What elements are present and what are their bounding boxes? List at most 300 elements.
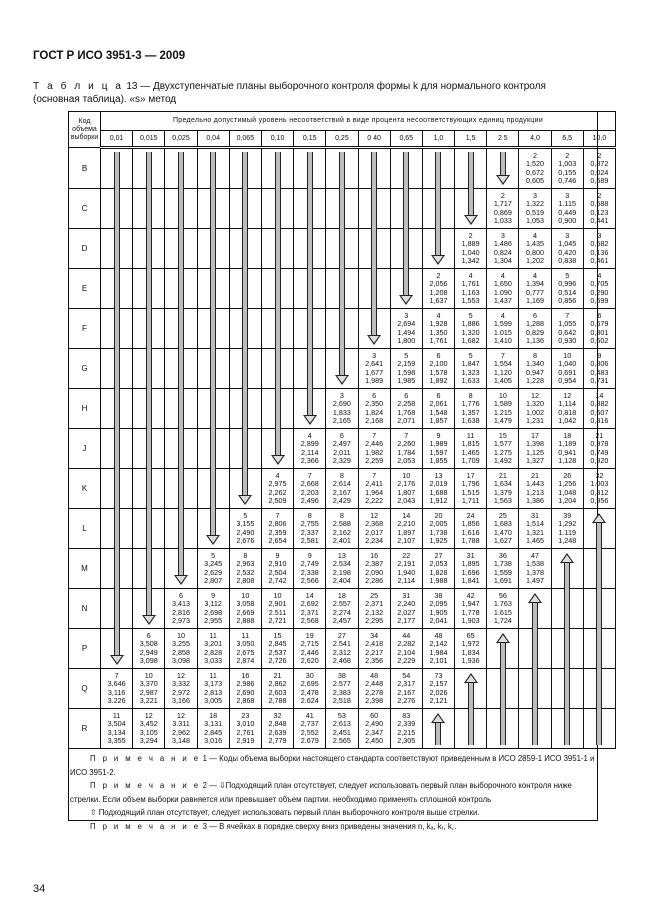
plan-cell: 11 3,050 2,675 2,874 [229, 629, 261, 669]
plan-cell: 21 1,443 1,213 1,386 [519, 469, 551, 509]
empty-cell [133, 148, 165, 189]
notes-block [70, 752, 596, 833]
plan-cell: 2 1,520 0,672 0,605 [519, 148, 551, 189]
empty-cell [197, 148, 229, 189]
note-3 [70, 820, 596, 834]
plan-cell: 7 2,260 1,784 2,053 [390, 429, 422, 469]
empty-cell [358, 189, 390, 229]
empty-cell [197, 229, 229, 269]
sample-size-code: Q [69, 669, 101, 709]
empty-cell [390, 269, 422, 309]
empty-cell [422, 709, 454, 749]
empty-cell [101, 269, 133, 309]
empty-cell [229, 429, 261, 469]
plan-cell: 41 2,737 2,552 2.679 [294, 709, 326, 749]
plan-cell: 3 2,694 1,494 1,800 [390, 309, 422, 349]
plan-cell: 11 3,504 3,134 3,355 [101, 709, 133, 749]
empty-cell [101, 389, 133, 429]
table-row [69, 269, 616, 309]
plan-cell: 21 0,978 0,749 0,920 [583, 429, 615, 469]
plan-cell: 48 2,448 2,278 2,398 [358, 669, 390, 709]
empty-cell [197, 509, 229, 549]
empty-cell [197, 189, 229, 229]
empty-cell [261, 189, 293, 229]
plan-cell: 10 3,370 2,987 3,221 [133, 669, 165, 709]
empty-cell [229, 148, 261, 189]
aql-header-row [69, 130, 616, 148]
empty-cell [101, 629, 133, 669]
plan-cell: 7 2,806 2,359 2,654 [261, 509, 293, 549]
plan-cell: 21 1,634 1,379 1,563 [487, 469, 519, 509]
plan-cell: 8 2,963 2,532 2,808 [229, 549, 261, 589]
empty-cell [197, 429, 229, 469]
plan-cell: 11 3,201 2,828 3,033 [197, 629, 229, 669]
plan-cell: 4 1,599 1.015 1,410 [487, 309, 519, 349]
plan-cell: 12 3,452 3,105 3,294 [133, 709, 165, 749]
empty-cell [326, 148, 358, 189]
sample-size-code: J [69, 429, 101, 469]
note-1-text: 1 — Коды объема выборки настоящего стандарта соответствуют приведенным в ИСО 2859-1 ИСО 3951-1 и ИСО 3951-2. [70, 754, 595, 777]
empty-cell [261, 389, 293, 429]
aql-header: 1,5 [455, 130, 487, 148]
sampling-plan-table [68, 111, 616, 749]
empty-cell [519, 709, 551, 749]
empty-cell [165, 509, 197, 549]
empty-cell [197, 349, 229, 389]
plan-cell: 6 1,288 0,829 1,136 [519, 309, 551, 349]
aql-span-header: Предельно допустимый уровень несоответствий в виде процента несоответствующих единиц продукции [101, 112, 616, 131]
empty-cell [455, 189, 487, 229]
plan-cell: 9 2,749 2,338 2,566 [294, 549, 326, 589]
empty-cell [101, 189, 133, 229]
empty-cell [133, 429, 165, 469]
plan-cell: 6 2,258 1,768 2,071 [390, 389, 422, 429]
table-row [69, 349, 616, 389]
empty-cell [101, 509, 133, 549]
plan-cell: 3 1,322 0,519 1,053 [519, 189, 551, 229]
empty-cell [487, 709, 519, 749]
plan-cell: 5 3,245 2,629 2,807 [197, 549, 229, 589]
plan-cell: 20 2,005 1,738 1,925 [422, 509, 454, 549]
aql-header: 0,25 [326, 130, 358, 148]
plan-cell: 7 2,668 2,203 2,496 [294, 469, 326, 509]
plan-cell: 56 1.763 1.615 1,724 [487, 589, 519, 629]
plan-cell: 9 3,112 2,698 2,955 [197, 589, 229, 629]
empty-cell [358, 148, 390, 189]
empty-cell [197, 309, 229, 349]
plan-cell: 7 2,411 1,964 2,222 [358, 469, 390, 509]
plan-cell: 2 1,003 0,155 0,746 [551, 148, 583, 189]
empty-cell [165, 189, 197, 229]
plan-cell: 10 3,058 2,669 2,888 [229, 589, 261, 629]
note-2-text: 2 — ⇩Подходящий план отсутствует, следует использовать первый план выборочного контроля ниже стрелки. Если объем выборки равняется или превышает объем партии. необходимо применять сплошной контроль [70, 781, 572, 804]
empty-cell [133, 589, 165, 629]
empty-cell [261, 148, 293, 189]
plan-cell: 6 3,413 2,816 2,973 [165, 589, 197, 629]
note-3-text: 3 — В ячейках в порядке сверху вниз приведены значения n, kₐ, kᵣ, k꜀. [200, 821, 457, 831]
plan-cell: 27 2,053 1,828 1,988 [422, 549, 454, 589]
empty-cell [133, 469, 165, 509]
caption-prefix: Т а б л и ц а [33, 81, 124, 92]
note-label: П р и м е ч а н и е [90, 754, 201, 763]
plan-cell: 14 2,210 1,897 2,107 [390, 509, 422, 549]
empty-cell [229, 309, 261, 349]
empty-cell [229, 349, 261, 389]
plan-cell: 4 2,899 2,114 2,366 [294, 429, 326, 469]
aql-header: 0,04 [197, 130, 229, 148]
empty-cell [133, 309, 165, 349]
plan-cell: 53 2,613 2,451 2.565 [326, 709, 358, 749]
plan-cell: 25 2,371 2,132 2,295 [358, 589, 390, 629]
plan-cell: 10 3,255 2,858 3,098 [165, 629, 197, 669]
empty-cell [133, 229, 165, 269]
plan-cell: 60 2,490 2,347 2,450 [358, 709, 390, 749]
empty-cell [583, 629, 615, 669]
empty-cell [294, 389, 326, 429]
plan-cell: 18 2.557 2,274 2,457 [326, 589, 358, 629]
plan-cell: 4 2,975 2,262 2,509 [261, 469, 293, 509]
empty-cell [101, 589, 133, 629]
empty-cell [487, 669, 519, 709]
table-row [69, 229, 616, 269]
empty-cell [165, 229, 197, 269]
empty-cell [583, 549, 615, 589]
empty-cell [101, 549, 133, 589]
plan-cell: 34 2,418 2,217 2,356 [358, 629, 390, 669]
plan-cell: 10 1,040 0,691 0,954 [551, 349, 583, 389]
plan-cell: 83 2,339 2,215 2,305 [390, 709, 422, 749]
table-row [69, 389, 616, 429]
aql-header: 0,65 [390, 130, 422, 148]
empty-cell [261, 429, 293, 469]
plan-cell: 10 2,901 2.511 2,721 [261, 589, 293, 629]
plan-cell: 12 1,114 0,818 1,042 [551, 389, 583, 429]
plan-cell: 27 2.541 2,312 2,468 [326, 629, 358, 669]
table-row [69, 549, 616, 589]
empty-cell [261, 309, 293, 349]
document-title: ГОСТ Р ИСО 3951-3 — 2009 [33, 50, 186, 62]
empty-cell [551, 709, 583, 749]
note-label: П р и м е ч а н и е [90, 781, 201, 790]
empty-cell [326, 189, 358, 229]
empty-cell [487, 148, 519, 189]
plan-cell: 12 3,332 2,972 3,166 [165, 669, 197, 709]
empty-cell [165, 469, 197, 509]
table-row [69, 429, 616, 469]
table-row [69, 309, 616, 349]
plan-cell: 6 3,508 2,949 3,098 [133, 629, 165, 669]
empty-cell [165, 148, 197, 189]
plan-cell: 15 1,577 1.275 1,492 [487, 429, 519, 469]
plan-cell: 73 2,157 2,026 2,121 [422, 669, 454, 709]
plan-cell: 8 2,755 2,337 2,581 [294, 509, 326, 549]
aql-header: 0,10 [261, 130, 293, 148]
empty-cell [294, 229, 326, 269]
plan-cell: 31 2,240 2,027 2,177 [390, 589, 422, 629]
plan-cell: 4 1,928 1,350 1,761 [422, 309, 454, 349]
sample-size-code: E [69, 269, 101, 309]
aql-header: 0,065 [229, 130, 261, 148]
empty-cell [165, 549, 197, 589]
plan-cell: 31 1,895 1,696 1,841 [455, 549, 487, 589]
plan-cell: 6 2,100 1,578 1,892 [422, 349, 454, 389]
plan-cell: 12 1,320 1,002 1,231 [519, 389, 551, 429]
plan-cell: 8 2,614 2,167 2,429 [326, 469, 358, 509]
empty-cell [133, 549, 165, 589]
sample-size-code: H [69, 389, 101, 429]
empty-cell [519, 669, 551, 709]
plan-cell: 11 3,173 2,813 3,005 [197, 669, 229, 709]
plan-cell: 39 1,292 1.119 1,248 [551, 509, 583, 549]
empty-cell [197, 269, 229, 309]
empty-cell [326, 269, 358, 309]
caption-text: 13 — Двухступенчатые планы выборочного контроля формы k для нормального контроля (основная таблица). «s» метод [33, 81, 546, 105]
empty-cell [455, 148, 487, 189]
plan-cell: 13 2.534 2,198 2,404 [326, 549, 358, 589]
plan-cell: 3 1.115 0,449 0,900 [551, 189, 583, 229]
sample-size-code: F [69, 309, 101, 349]
page-number: 34 [33, 883, 46, 895]
sample-size-code: M [69, 549, 101, 589]
plan-cell: 47 1,538 1,378 1,497 [519, 549, 551, 589]
empty-cell [101, 469, 133, 509]
plan-cell: 9 0,806 0,483 0,731 [583, 349, 615, 389]
plan-cell: 32 2,848 2,639 2,779 [261, 709, 293, 749]
empty-cell [294, 309, 326, 349]
plan-cell: 9 1,989 1,597 1,855 [422, 429, 454, 469]
empty-cell [261, 269, 293, 309]
table-row [69, 629, 616, 669]
empty-cell [294, 189, 326, 229]
aql-header: 0,01 [101, 130, 133, 148]
plan-cell: 10 2,176 1,807 2,043 [390, 469, 422, 509]
plan-cell: 30 2,695 2,478 2.624 [294, 669, 326, 709]
empty-cell [455, 669, 487, 709]
empty-cell [133, 389, 165, 429]
empty-cell [101, 349, 133, 389]
empty-cell [197, 469, 229, 509]
empty-cell [519, 629, 551, 669]
plan-cell: 23 3,010 2,761 2,919 [229, 709, 261, 749]
empty-cell [422, 189, 454, 229]
plan-cell: 6 2,350 1,824 2,168 [358, 389, 390, 429]
sample-size-code: B [69, 148, 101, 189]
aql-header: 2 5 [487, 130, 519, 148]
plan-cell: 4 1,650 1.090 1,437 [487, 269, 519, 309]
sample-size-code: K [69, 469, 101, 509]
plan-cell: 32 1.003 0,812 0,956 [583, 469, 615, 509]
note-2 [70, 779, 596, 806]
plan-cell: 13 2,019 1,688 1,912 [422, 469, 454, 509]
plan-cell: 5 3,155 2,490 2,676 [229, 509, 261, 549]
plan-cell: 3 2,690 1,833 2,165 [326, 389, 358, 429]
empty-cell [294, 148, 326, 189]
empty-cell [551, 589, 583, 629]
plan-cell: 31 1,514 1,321 1,465 [519, 509, 551, 549]
note-1 [70, 752, 596, 779]
empty-cell [422, 148, 454, 189]
plan-cell: 38 2,095 1,905 2,041 [422, 589, 454, 629]
table-row [69, 148, 616, 189]
plan-cell: 65 1,972 1,834 1,936 [455, 629, 487, 669]
plan-cell: 17 1,398 1,125 1,327 [519, 429, 551, 469]
plan-cell: 2 0,872 0,024 0,589 [583, 148, 615, 189]
code-column-header: Код объема выборки [69, 112, 101, 148]
empty-cell [229, 389, 261, 429]
empty-cell [551, 629, 583, 669]
empty-cell [583, 509, 615, 549]
table-row [69, 509, 616, 549]
aql-header: 1,0 [422, 130, 454, 148]
table-row [69, 709, 616, 749]
plan-cell: 12 2,368 2,017 2,234 [358, 509, 390, 549]
plan-cell: 9 2,910 2,504 2,742 [261, 549, 293, 589]
plan-cell: 4 1,435 0,800 1,202 [519, 229, 551, 269]
empty-cell [294, 269, 326, 309]
plan-cell: 3 1.486 0,824 1,304 [487, 229, 519, 269]
plan-cell: 5 2,159 1,598 1,985 [390, 349, 422, 389]
empty-cell [294, 349, 326, 389]
empty-cell [229, 269, 261, 309]
plan-cell: 4 1,761 1,163 1,553 [455, 269, 487, 309]
aql-header: 0 40 [358, 130, 390, 148]
table-row [69, 589, 616, 629]
empty-cell [390, 229, 422, 269]
plan-cell: 7 3,646 3,116 3.226 [101, 669, 133, 709]
plan-cell: 19 2,715 2,446 2,620 [294, 629, 326, 669]
plan-cell: 7 2,446 1,982 2,259 [358, 429, 390, 469]
empty-cell [358, 309, 390, 349]
plan-cell: 16 2,986 2,690 2,868 [229, 669, 261, 709]
plan-cell: 21 2,862 2,603 2,788 [261, 669, 293, 709]
empty-cell [165, 429, 197, 469]
aql-header: 0,015 [133, 130, 165, 148]
plan-cell: 3 2,641 1,677 1,989 [358, 349, 390, 389]
sample-size-code: L [69, 509, 101, 549]
empty-cell [390, 189, 422, 229]
aql-header: 4,0 [519, 130, 551, 148]
empty-cell [133, 509, 165, 549]
sample-size-code: N [69, 589, 101, 629]
empty-cell [455, 709, 487, 749]
plan-cell: 8 2.588 2,162 2,401 [326, 509, 358, 549]
table-row [69, 189, 616, 229]
empty-cell [551, 669, 583, 709]
plan-cell: 7 1,554 1,120 1,405 [487, 349, 519, 389]
table-caption [33, 80, 593, 106]
empty-cell [133, 349, 165, 389]
empty-cell [519, 589, 551, 629]
plan-cell: 12 3.311 2,962 3,148 [165, 709, 197, 749]
table-body [69, 148, 616, 749]
empty-cell [583, 589, 615, 629]
table-row [69, 469, 616, 509]
empty-cell [165, 269, 197, 309]
empty-cell [551, 549, 583, 589]
empty-cell [326, 309, 358, 349]
plan-cell: 5 1,886 1,320 1,682 [455, 309, 487, 349]
empty-cell [583, 709, 615, 749]
plan-cell: 6 0,679 0,301 0,602 [583, 309, 615, 349]
sample-size-code: G [69, 349, 101, 389]
plan-cell: 18 3,131 2,845 3,016 [197, 709, 229, 749]
plan-cell: 2 2,056 1,208 1,637 [422, 269, 454, 309]
empty-cell [229, 189, 261, 229]
plan-cell: 3 1,045 0,420 0,838 [551, 229, 583, 269]
empty-cell [101, 309, 133, 349]
aql-header: 0,15 [294, 130, 326, 148]
note-label: П р и м е ч а н и е [90, 821, 201, 831]
empty-cell [101, 429, 133, 469]
plan-cell: 54 2,317 2,167 2,276 [390, 669, 422, 709]
plan-cell: 2 1,889 1,040 1,342 [455, 229, 487, 269]
plan-cell: 11 1,815 1,465 1,709 [455, 429, 487, 469]
empty-cell [165, 309, 197, 349]
plan-cell: 6 2,497 2,011 2,329 [326, 429, 358, 469]
plan-cell: 24 1,856 1,616 1,788 [455, 509, 487, 549]
plan-cell: 18 1,189 0,941 1,128 [551, 429, 583, 469]
empty-cell [133, 189, 165, 229]
empty-cell [197, 389, 229, 429]
empty-cell [390, 148, 422, 189]
aql-header: 6,5 [551, 130, 583, 148]
plan-cell: 36 1,738 1,559 1,691 [487, 549, 519, 589]
plan-cell: 26 1,256 1,048 1,204 [551, 469, 583, 509]
aql-header: 0,025 [165, 130, 197, 148]
empty-cell [133, 269, 165, 309]
sample-size-code: C [69, 189, 101, 229]
empty-cell [487, 629, 519, 669]
plan-cell: 7 1,055 0,642 0,930 [551, 309, 583, 349]
empty-cell [229, 229, 261, 269]
empty-cell [422, 229, 454, 269]
note-2b: ⇧ Подходящий план отсутствует, следует использовать первый план выборочного контроля выше стрелки. [90, 808, 480, 817]
empty-cell [261, 349, 293, 389]
plan-cell: 6 2,061 1,548 1,857 [422, 389, 454, 429]
empty-cell [358, 229, 390, 269]
empty-cell [165, 349, 197, 389]
plan-cell: 8 1,340 0,947 1,228 [519, 349, 551, 389]
plan-cell: 15 2,845 2,537 2,726 [261, 629, 293, 669]
plan-cell: 44 2,282 2,104 2,229 [390, 629, 422, 669]
plan-cell: 2 1,717 0,869 1,033 [487, 189, 519, 229]
plan-cell: 38 2.577 2,383 2,518 [326, 669, 358, 709]
plan-cell: 5 0,996 0,514 0,856 [551, 269, 583, 309]
empty-cell [326, 229, 358, 269]
plan-cell: 14 2,692 2,371 2,568 [294, 589, 326, 629]
empty-cell [326, 349, 358, 389]
plan-cell: 25 1,683 1,470 1,627 [487, 509, 519, 549]
sample-size-code: D [69, 229, 101, 269]
plan-cell: 42 1,947 1,778 1,903 [455, 589, 487, 629]
aql-header: 10,0 [583, 130, 615, 148]
plan-cell: 5 1,847 1,323 1,633 [455, 349, 487, 389]
empty-cell [101, 229, 133, 269]
empty-cell [358, 269, 390, 309]
empty-cell [583, 669, 615, 709]
empty-cell [229, 469, 261, 509]
sample-size-code: R [69, 709, 101, 749]
plan-cell: 14 0,882 0,607 0,816 [583, 389, 615, 429]
plan-cell: 2 0,588 0,123 0,441 [583, 189, 615, 229]
sample-size-code: P [69, 629, 101, 669]
plan-cell: 10 1,589 1.215 1,479 [487, 389, 519, 429]
plan-cell: 22 2,191 1,940 2,114 [390, 549, 422, 589]
plan-cell: 16 2,387 2,090 2,286 [358, 549, 390, 589]
plan-cell: 3 0,582 0,136 0,461 [583, 229, 615, 269]
table-row [69, 669, 616, 709]
empty-cell [261, 229, 293, 269]
